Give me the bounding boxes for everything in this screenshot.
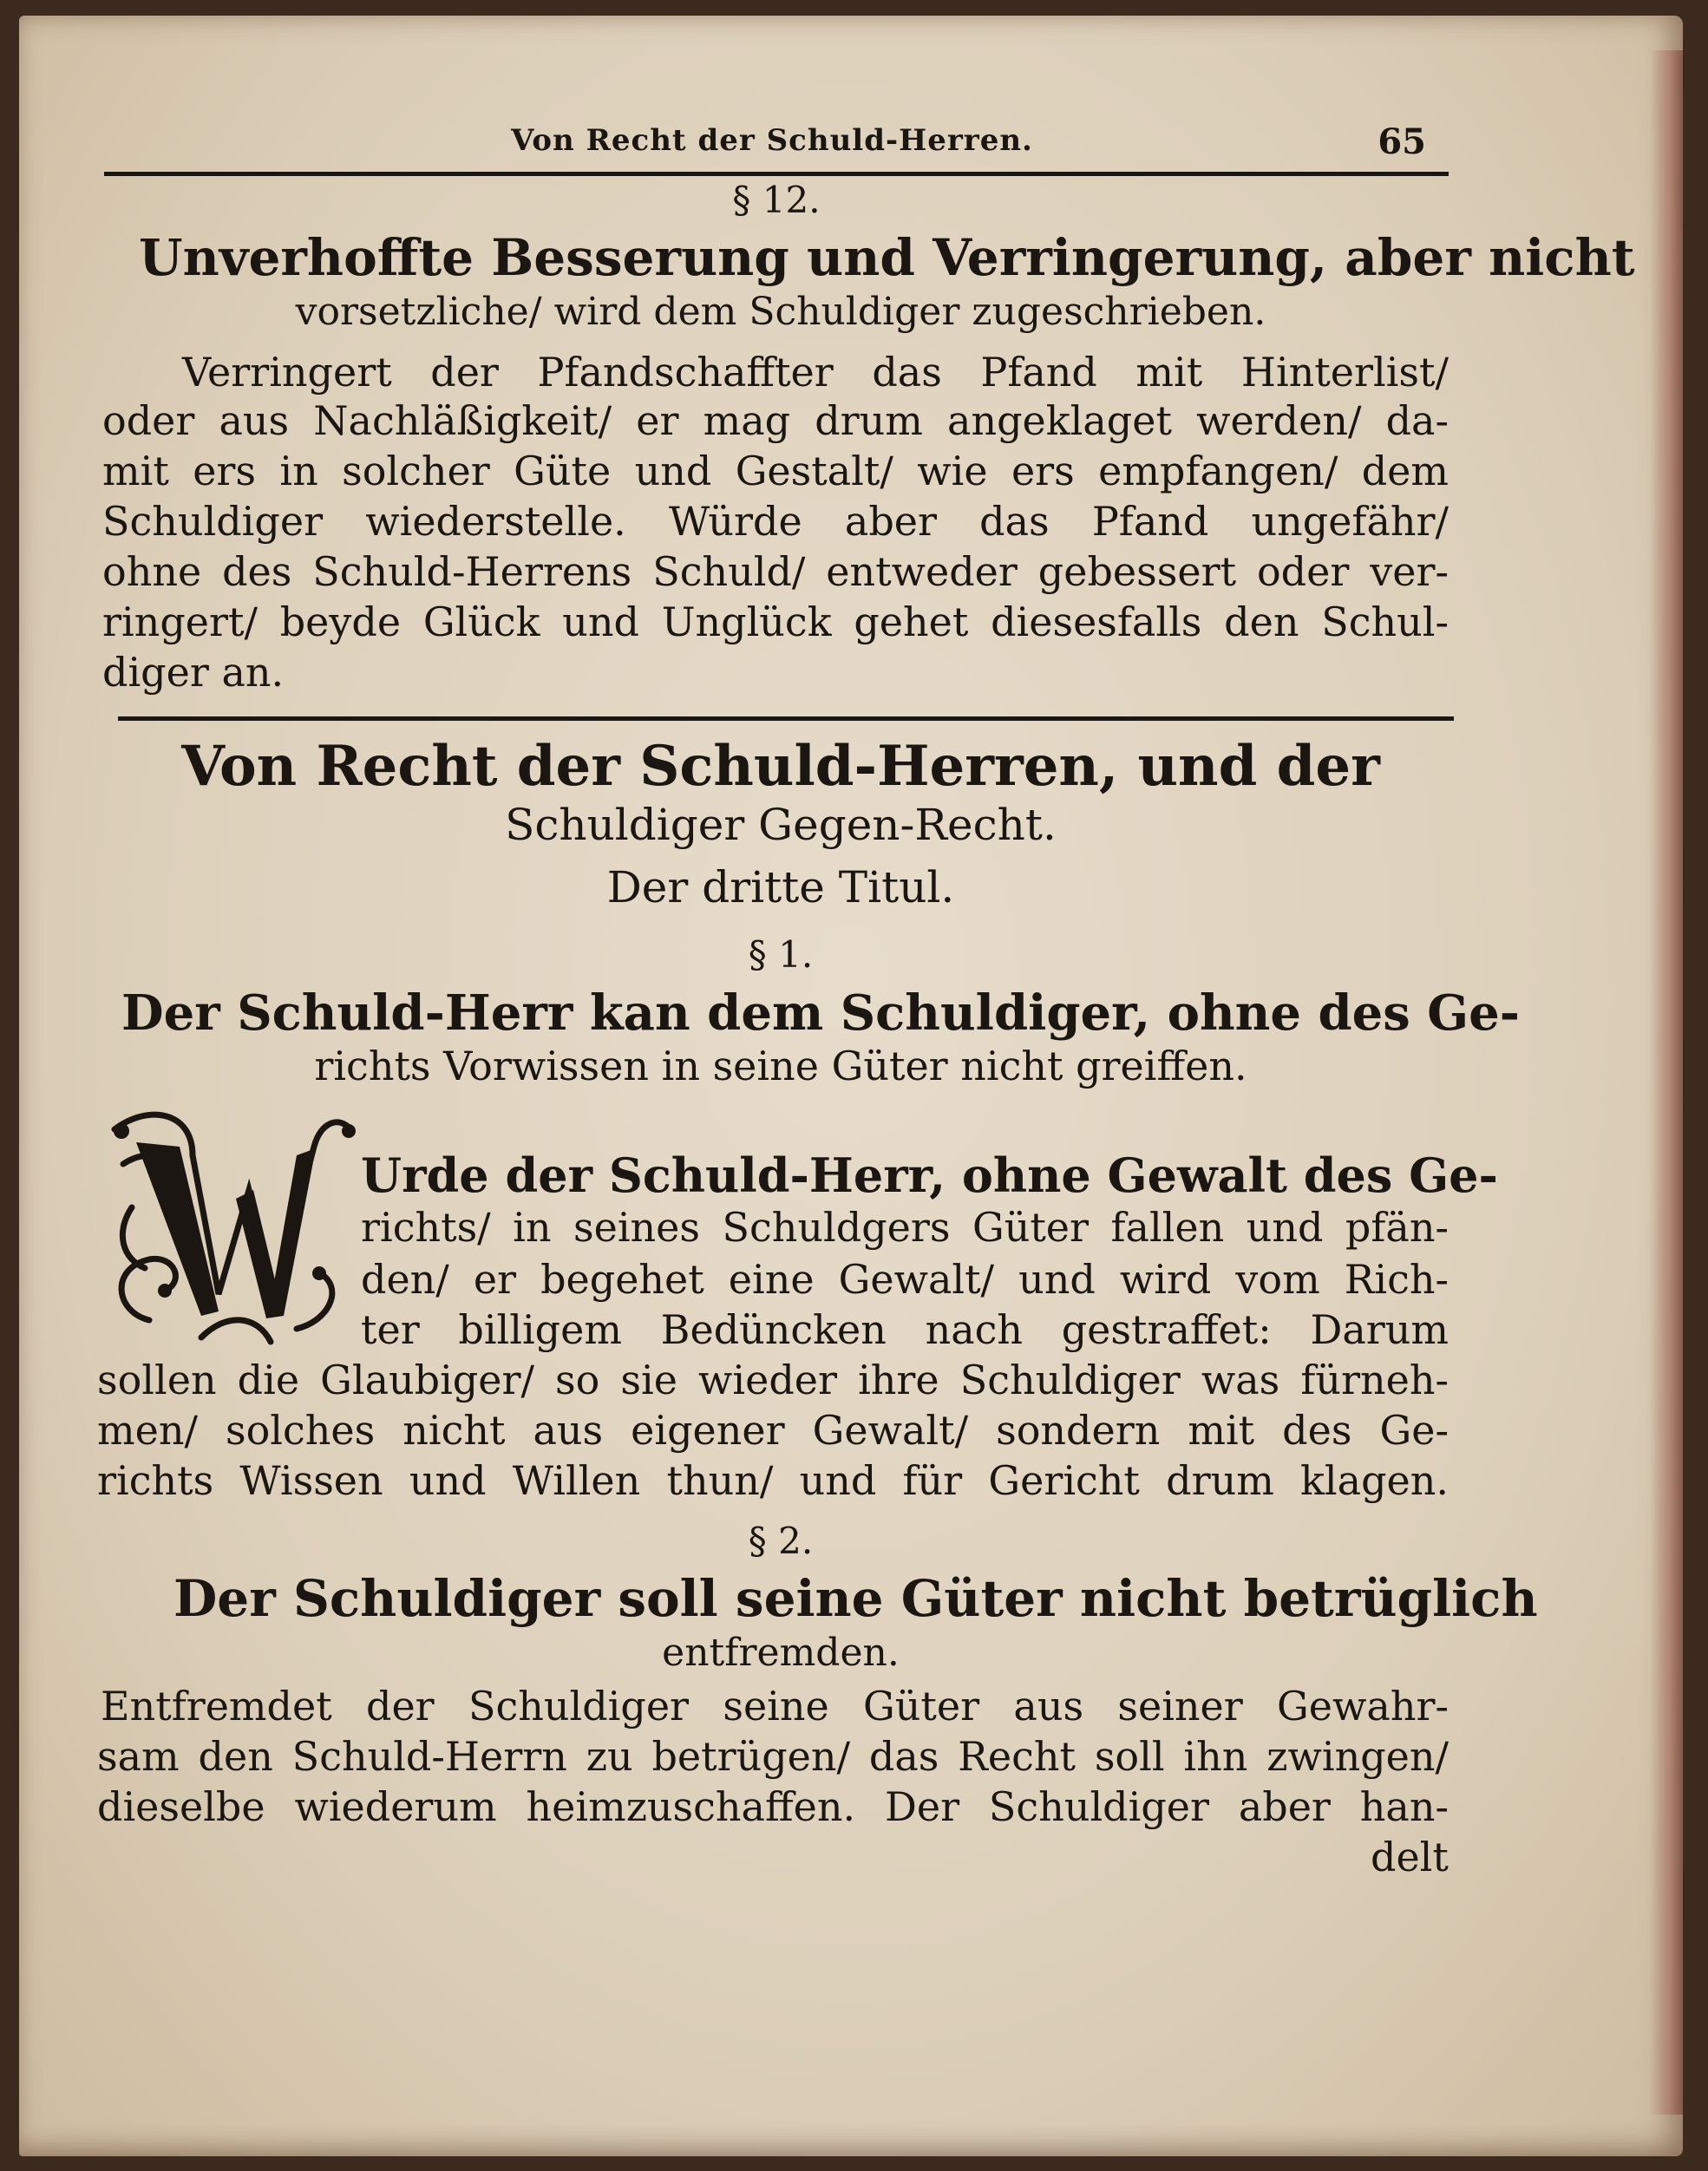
section-1-body-line: sollen die Glaubiger/ so sie wieder ihre Schuldiger was fürneh-	[97, 1357, 1449, 1403]
section-12-mark: § 12.	[732, 179, 821, 221]
section-12-heading-line2: vorsetzliche/ wird dem Schuldiger zugeschrieben.	[295, 290, 1266, 334]
header-rule	[104, 172, 1449, 176]
section-2-body-line: dieselbe wiederum heimzuschaffen. Der Schuldiger aber han-	[97, 1783, 1449, 1830]
section-1-heading-line2: richts Vorwissen in seine Güter nicht greiffen.	[314, 1043, 1247, 1089]
section-12-body-line: oder aus Nachläßigkeit/ er mag drum angeklaget werden/ da-	[102, 397, 1449, 444]
title-line1: Von Recht der Schuld-Herren, und der	[181, 734, 1380, 799]
section-2-body-line: sam den Schuld-Herrn zu betrügen/ das Recht soll ihn zwingen/	[97, 1733, 1449, 1780]
section-1-body-indented-line: ter billigem Bedüncken nach gestraffet: Darum	[361, 1306, 1449, 1353]
section-divider-rule	[118, 716, 1454, 721]
section-12-body-line: ohne des Schuld-Herrens Schuld/ entweder gebessert oder ver-	[102, 548, 1449, 595]
section-1-body-indented-line: Urde der Schuld-Herr, ohne Gewalt des Ge-	[361, 1148, 1498, 1203]
section-12-body-line: ringert/ beyde Glück und Unglück gehet diesesfalls den Schul-	[102, 598, 1449, 645]
section-12-body-line: mit ers in solcher Güte und Gestalt/ wie ers empfangen/ dem	[102, 448, 1449, 494]
section-2-heading-line2: entfremden.	[662, 1631, 900, 1675]
title-line2: Schuldiger Gegen-Recht.	[505, 800, 1057, 850]
section-12-body-line: Verringert der Pfandschaffter das Pfand mit Hinterlist/	[182, 349, 1449, 396]
section-2-body-line: Entfremdet der Schuldiger seine Güter aus seiner Gewahr-	[101, 1683, 1449, 1730]
catchword: delt	[1371, 1834, 1449, 1880]
section-2-mark: § 2.	[748, 1520, 814, 1562]
section-1-mark: § 1.	[748, 933, 814, 976]
title-line3: Der dritte Titul.	[606, 862, 955, 912]
section-1-body-indented-line: den/ er begehet eine Gewalt/ und wird vom Rich-	[361, 1256, 1449, 1303]
section-2-heading-line1: Der Schuldiger soll seine Güter nicht betrüglich	[173, 1569, 1538, 1628]
section-1-body-line: men/ solches nicht aus eigener Gewalt/ sondern mit des Ge-	[97, 1407, 1449, 1454]
section-12-heading-line1: Unverhoffte Besserung und Verringerung, aber nicht	[139, 228, 1635, 287]
decorative-initial-w	[97, 1095, 357, 1355]
section-1-body-line: richts Wissen und Willen thun/ und für Gericht drum klagen.	[97, 1457, 1449, 1504]
page-number: 65	[1378, 121, 1426, 162]
running-title: Von Recht der Schuld-Herren.	[511, 123, 1033, 158]
page-edge-stain	[1650, 50, 1683, 2115]
section-1-body-indented-line: richts/ in seines Schuldgers Güter fallen und pfän-	[361, 1204, 1449, 1251]
section-12-body-line: Schuldiger wiederstelle. Würde aber das Pfand ungefähr/	[102, 498, 1449, 545]
page-header	[95, 121, 1449, 177]
section-1-heading-line1: Der Schuld-Herr kan dem Schuldiger, ohne des Ge-	[121, 984, 1520, 1042]
section-12-body-line: diger an.	[102, 649, 285, 696]
